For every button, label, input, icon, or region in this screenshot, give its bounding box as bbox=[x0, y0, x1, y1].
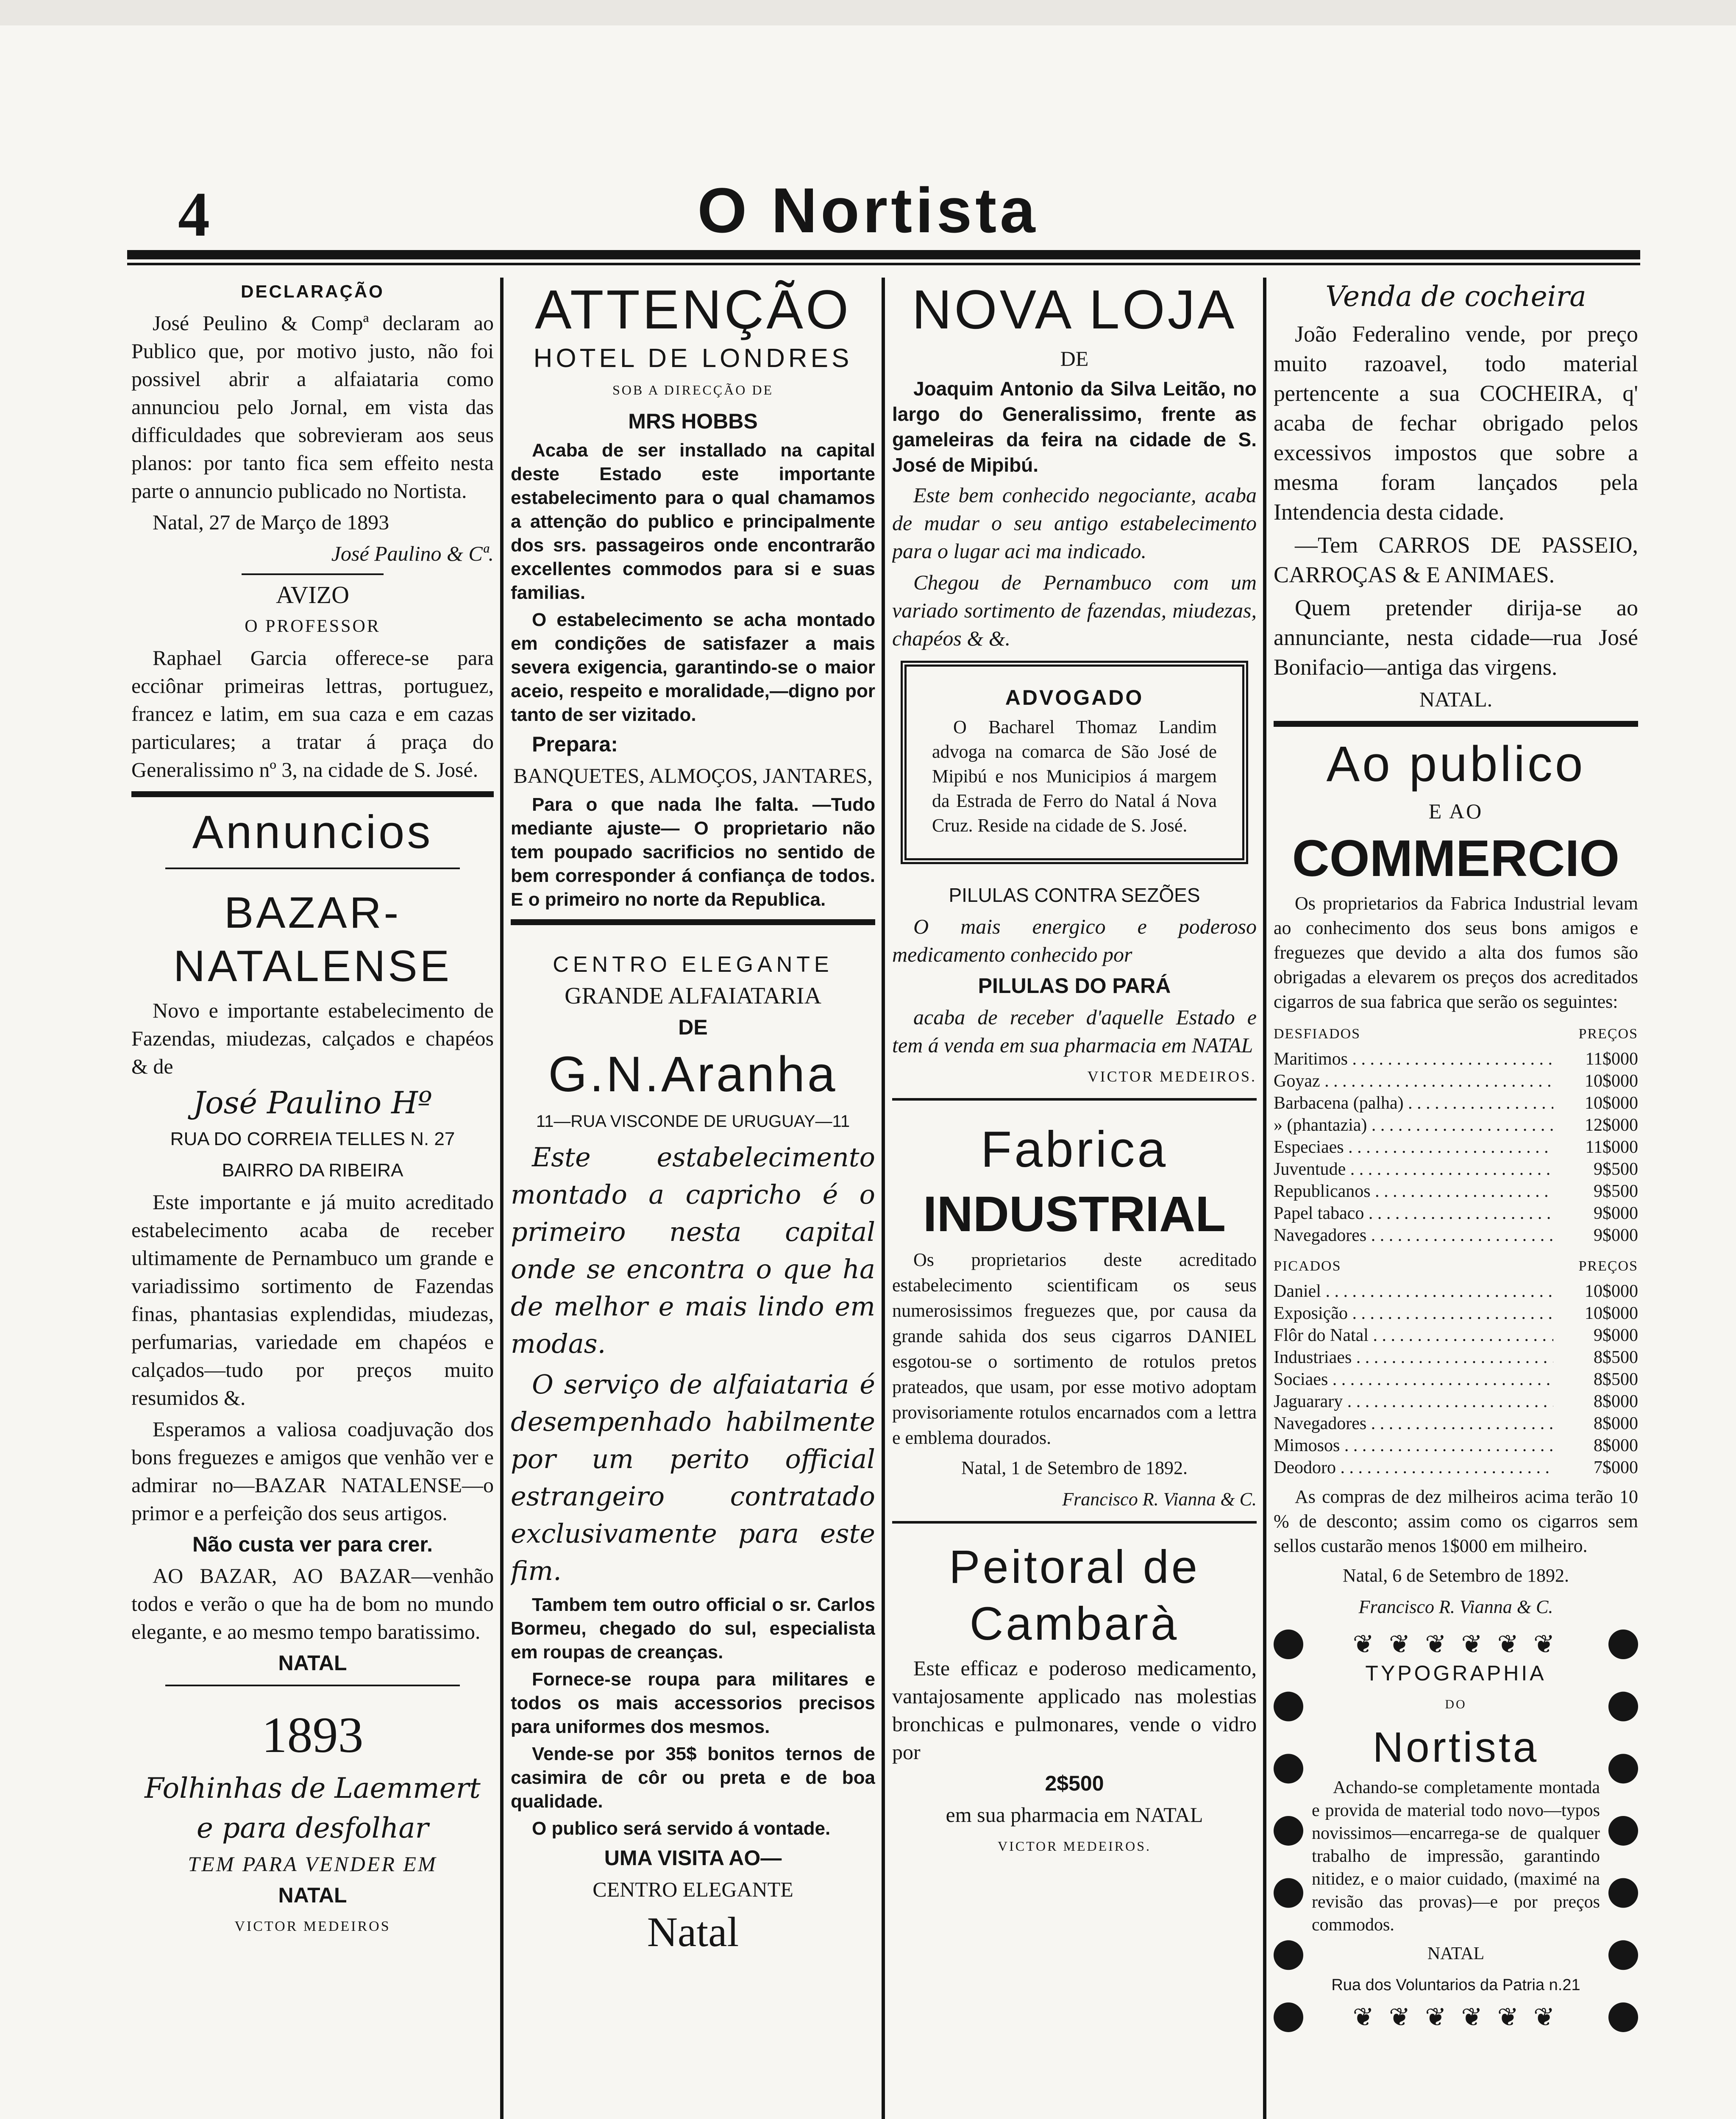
typographia-frame bbox=[1274, 1630, 1638, 2032]
price-row-value: 9$000 bbox=[1594, 1226, 1638, 1245]
column-4 bbox=[1274, 278, 1638, 2119]
fabrica-text: Os proprietarios deste acreditado estabelecimento scientificam os seus numerosissimos freguezes que, por causa da grande sahida dos seus cigarros DANIEL esgotou-se o sortimento de rotulos pretos prateados, que usam, por esse motivo adoptam provisoriamente rotulos encarnados com a lettra e emblema dourados. bbox=[892, 1249, 1257, 1448]
price-row-name: Juventude . . . bbox=[1274, 1158, 1553, 1180]
price-row bbox=[1274, 1180, 1638, 1202]
fabrica-industrial: INDUSTRIAL bbox=[923, 1186, 1226, 1242]
price-row bbox=[1274, 1202, 1638, 1224]
price-row-value: 8$000 bbox=[1594, 1414, 1638, 1433]
nova-loja-text-1: Este bem conhecido negociante, acaba de mudar o seu antigo estabelecimento para o lugar aci ma indicado. bbox=[892, 483, 1257, 563]
price-row-value: 10$000 bbox=[1585, 1093, 1638, 1113]
bazar-title: BAZAR-NATALENSE bbox=[173, 888, 452, 991]
price-row-value: 10$000 bbox=[1585, 1304, 1638, 1323]
avizo-text: Raphael Garcia offerece-se para ecciônar primeiras lettras, portuguez, francez e latim, em sua caza e em cazas particulares; a tratar á praça do Generalissimo nº 3, na cidade de S. José. bbox=[131, 646, 494, 781]
advogado-text: O Bacharel Thomaz Landim advoga na comarca de São José de Mipibú e nos Municipios á margem da Estrada de Ferro do Natal á Nova Cruz. Reside na cidade de S. José. bbox=[932, 717, 1217, 836]
price-row-name: Industriaes . . . bbox=[1274, 1346, 1553, 1368]
price-row bbox=[1274, 1324, 1638, 1346]
price-row bbox=[1274, 1158, 1638, 1180]
column-1 bbox=[131, 278, 494, 2119]
price-row bbox=[1274, 1457, 1638, 1479]
centro-elegante-script-1: Este estabelecimento montado a capricho é o primeiro nesta capital onde se encontra o que ha de melhor e mais lindo em modas. bbox=[511, 1142, 875, 1359]
desfiados-list bbox=[1274, 1048, 1638, 1246]
centro-elegante-address: 11—RUA VISCONDE DE URUGUAY—11 bbox=[536, 1112, 850, 1131]
desfiados-label: DESFIADOS bbox=[1274, 1026, 1361, 1042]
price-row bbox=[1274, 1435, 1638, 1457]
prices-label: PREÇOS bbox=[1578, 1258, 1638, 1274]
price-row-name: Navegadores . . . bbox=[1274, 1224, 1553, 1246]
fabrica-title: Fabrica bbox=[980, 1121, 1168, 1178]
price-row-name: Barbacena (palha) . . . bbox=[1274, 1092, 1553, 1114]
venda-cocheira-text: João Federalino vende, por preço muito razoavel, todo material pertencente a sua COCHEIRA, q' acaba de fechar obrigado pelos excessivos impostos que sobre a mesma foram lançados pela Intendencia desta cidade. bbox=[1274, 321, 1638, 525]
price-row bbox=[1274, 1136, 1638, 1158]
typographia-title: TYPOGRAPHIA bbox=[1365, 1661, 1547, 1685]
centro-elegante-de: DE bbox=[678, 1015, 708, 1039]
declaracao-title: DECLARAÇÃO bbox=[241, 281, 384, 301]
typographia-city: NATAL bbox=[1427, 1944, 1485, 1963]
hotel-direction: SOB A DIRECÇÃO DE bbox=[612, 382, 774, 398]
price-row-name: Exposição . . . bbox=[1274, 1302, 1553, 1324]
price-row bbox=[1274, 1092, 1638, 1114]
advogado-title: ADVOGADO bbox=[1005, 686, 1144, 709]
folhinhas-subtitle: e para desfolhar bbox=[196, 1812, 429, 1844]
avizo-title: AVIZO bbox=[276, 581, 349, 609]
column-2 bbox=[511, 278, 875, 2119]
price-row-name: Jaguarary . . . bbox=[1274, 1390, 1553, 1413]
header-rule bbox=[127, 250, 1640, 259]
divider bbox=[165, 868, 460, 869]
price-row-value: 8$500 bbox=[1594, 1370, 1638, 1389]
peitoral-signature: VICTOR MEDEIROS. bbox=[997, 1838, 1152, 1854]
page-number: 4 bbox=[178, 179, 210, 250]
picados-header bbox=[1274, 1252, 1638, 1280]
annuncios-heading: Annuncios bbox=[192, 806, 433, 858]
divider bbox=[165, 1685, 460, 1686]
centro-elegante-visit: UMA VISITA AO— bbox=[604, 1846, 782, 1870]
folhinhas-title: Folhinhas de Laemmert bbox=[145, 1772, 481, 1805]
price-row bbox=[1274, 1114, 1638, 1136]
price-row bbox=[1274, 1070, 1638, 1092]
picados-list bbox=[1274, 1280, 1638, 1479]
price-row-name: Deodoro . . . bbox=[1274, 1457, 1553, 1479]
hotel-text-3: Para o que nada lhe falta. —Tudo mediante ajuste— O proprietario não tem poupado sacrificios no sentido de bem corresponder á confiança de todos. E o primeiro no norte da Republica. bbox=[511, 794, 875, 910]
section-rule bbox=[892, 1521, 1257, 1524]
price-row-value: 8$000 bbox=[1594, 1392, 1638, 1411]
centro-elegante-city: Natal bbox=[647, 1908, 739, 1955]
price-row-name: Sociaes . . . bbox=[1274, 1368, 1553, 1390]
header-rule-thin bbox=[127, 263, 1640, 265]
hotel-text-1: Acaba de ser installado na capital deste Estado este importante estabelecimento para o qual chamamos a attenção do publico e principalmente dos srs. passageiros onde encontrarão excellentes commodos para si e suas familias. bbox=[511, 440, 875, 603]
bazar-address: RUA DO CORREIA TELLES N. 27 bbox=[170, 1129, 455, 1149]
folhinhas-sale: TEM PARA VENDER EM bbox=[188, 1852, 437, 1876]
pilulas-signature: VICTOR MEDEIROS. bbox=[1087, 1068, 1257, 1085]
price-row-name: Mimosos . . . bbox=[1274, 1435, 1553, 1457]
centro-elegante-name: G.N.Aranha bbox=[548, 1046, 838, 1102]
price-row bbox=[1274, 1413, 1638, 1435]
ao-publico-signature: Francisco R. Vianna & C. bbox=[1358, 1596, 1553, 1617]
price-row bbox=[1274, 1346, 1638, 1368]
prices-label: PREÇOS bbox=[1578, 1026, 1638, 1042]
declaracao-date: Natal, 27 de Março de 1893 bbox=[153, 510, 389, 534]
peitoral-city: em sua pharmacia em NATAL bbox=[946, 1803, 1203, 1827]
nova-loja-text-2: Chegou de Pernambuco com um variado sortimento de fazendas, miudezas, chapéos & &. bbox=[892, 570, 1257, 650]
bazar-city: NATAL bbox=[278, 1651, 347, 1675]
ornament-border-icon: ❦ ❦ ❦ ❦ ❦ ❦ bbox=[1352, 1630, 1559, 1658]
ao-publico-commercio: COMMERCIO bbox=[1292, 829, 1620, 887]
bazar-intro: Novo e importante estabelecimento de Fazendas, miudezas, calçados e chapéos & de bbox=[131, 998, 494, 1078]
price-row-value: 11$000 bbox=[1585, 1137, 1638, 1157]
centro-elegante-text-4: O publico será servido á vontade. bbox=[532, 1818, 831, 1839]
fabrica-date: Natal, 1 de Setembro de 1892. bbox=[961, 1457, 1188, 1478]
bazar-text-2: Esperamos a valiosa coadjuvação dos bons freguezes e amigos que venhão ver e admirar no—BAZAR NATALENSE—o primor e a perfeição dos seus artigos. bbox=[131, 1417, 494, 1525]
divider bbox=[242, 573, 384, 575]
price-row-name: Navegadores . . . bbox=[1274, 1413, 1553, 1435]
price-row-value: 12$000 bbox=[1585, 1115, 1638, 1135]
price-row-name: Daniel . . . bbox=[1274, 1280, 1553, 1302]
nova-loja-owner: Joaquim Antonio da Silva Leitão, no largo do Generalissimo, frente as gameleiras da feira na cidade de S. José de Mipibú. bbox=[892, 378, 1257, 476]
ao-publico-date: Natal, 6 de Setembro de 1892. bbox=[1343, 1565, 1569, 1586]
declaracao-signature: José Paulino & Cª. bbox=[331, 542, 494, 565]
price-row-value: 9$500 bbox=[1594, 1182, 1638, 1201]
year-heading: 1893 bbox=[262, 1707, 364, 1763]
pilulas-name: PILULAS DO PARÁ bbox=[978, 974, 1171, 998]
hotel-menu: BANQUETES, ALMOÇOS, JANTARES, bbox=[513, 764, 873, 787]
price-row-value: 9$500 bbox=[1594, 1160, 1638, 1179]
price-row-value: 10$000 bbox=[1585, 1282, 1638, 1301]
price-row-value: 10$000 bbox=[1585, 1071, 1638, 1091]
avizo-subtitle: O PROFESSOR bbox=[245, 617, 381, 636]
nova-loja-title: NOVA LOJA bbox=[912, 278, 1237, 340]
price-row-name: Maritimos . . . bbox=[1274, 1048, 1553, 1070]
price-row-value: 9$000 bbox=[1594, 1204, 1638, 1223]
scan-edge-top bbox=[0, 0, 1736, 25]
price-row-name: Republicanos . . . bbox=[1274, 1180, 1553, 1202]
ao-publico-title: Ao publico bbox=[1326, 736, 1586, 792]
price-row bbox=[1274, 1390, 1638, 1413]
price-row bbox=[1274, 1368, 1638, 1390]
price-row-value: 9$000 bbox=[1594, 1326, 1638, 1345]
column-rule bbox=[882, 278, 885, 2119]
venda-cocheira-contact: Quem pretender dirija-se ao annunciante, nesta cidade—rua José Bonifacio—antiga das virgens. bbox=[1274, 595, 1638, 680]
price-row bbox=[1274, 1048, 1638, 1070]
bazar-text-3: AO BAZAR, AO BAZAR—venhão todos e verão o que ha de bom no mundo elegante, e ao mesmo tempo baratissimo. bbox=[131, 1564, 494, 1643]
bazar-slogan: Não custa ver para crer. bbox=[192, 1532, 433, 1556]
centro-elegante-text-1: Tambem tem outro official o sr. Carlos Bormeu, chegado do sul, especialista em roupas de creanças. bbox=[511, 1594, 875, 1663]
venda-cocheira-city: NATAL. bbox=[1419, 687, 1493, 711]
folhinhas-signature: VICTOR MEDEIROS bbox=[234, 1919, 391, 1934]
price-row-value: 8$500 bbox=[1594, 1348, 1638, 1367]
centro-elegante-text-3: Vende-se por 35$ bonitos ternos de casimira de côr ou preta e de boa qualidade. bbox=[511, 1744, 875, 1812]
ao-publico-e-ao: E AO bbox=[1428, 799, 1483, 823]
section-rule bbox=[511, 919, 875, 925]
column-rule bbox=[1263, 278, 1266, 2119]
bazar-owner: José Paulino Hº bbox=[193, 1085, 432, 1121]
price-row bbox=[1274, 1224, 1638, 1246]
section-rule bbox=[892, 1098, 1257, 1101]
hotel-text-2: O estabelecimento se acha montado em condições de satisfazer a mais severa exigencia, garantindo-se o maior aceio, respeito e moralidade,—digno por tanto de ser vizitado. bbox=[511, 609, 875, 725]
centro-elegante-script-2: O serviço de alfaiataria é desempenhado habilmente por um perito official estrangeiro contratado exclusivamente para este fim. bbox=[511, 1369, 875, 1586]
masthead: O Nortista bbox=[697, 175, 1039, 246]
desfiados-header bbox=[1274, 1020, 1638, 1048]
typographia-text: Achando-se completamente montada e provida de material todo novo—typos novissimos—encarrega-se de qualquer trabalho de impressão, garantindo nitidez, e o maior cuidado, (maximé na revisão das provas)—e por preços commodos. bbox=[1312, 1778, 1600, 1935]
ao-publico-text: Os proprietarios da Fabrica Industrial levam ao conhecimento dos seus bons amigos e freguezes que devido a alta dos fumos são obrigadas a elevarem os preços dos acreditados cigarros de sua fabrica que serão os seguintes: bbox=[1274, 893, 1638, 1012]
venda-cocheira-items: —Tem CARROS DE PASSEIO, CARROÇAS & E ANIMAES. bbox=[1274, 532, 1638, 587]
bazar-district: BAIRRO DA RIBEIRA bbox=[222, 1160, 403, 1181]
price-row-name: Goyaz . . . bbox=[1274, 1070, 1553, 1092]
column-3 bbox=[892, 278, 1257, 2119]
nova-loja-de: DE bbox=[1060, 347, 1089, 370]
peitoral-title-1: Peitoral de bbox=[949, 1541, 1200, 1593]
price-row bbox=[1274, 1280, 1638, 1302]
declaracao-text: José Peulino & Compª declaram ao Publico que, por motivo justo, não foi possivel abrir a alfaiataria como annunciou pelo Jornal, em vista das difficuldades que sobrevieram aos seus planos: por tanto fica sem effeito nesta parte o annuncio publicado no Nortista. bbox=[131, 311, 494, 503]
centro-elegante-text-2: Fornece-se roupa para militares e todos os mais accessorios precisos para uniformes dos mesmos. bbox=[511, 1669, 875, 1737]
ornament-border-icon: ❦ ❦ ❦ ❦ ❦ ❦ bbox=[1352, 2003, 1559, 2031]
hotel-name: HOTEL DE LONDRES bbox=[533, 344, 853, 373]
pilulas-text-2: acaba de receber d'aquelle Estado e tem á venda em sua pharmacia em NATAL bbox=[892, 1005, 1257, 1057]
centro-elegante-visit-2: CENTRO ELEGANTE bbox=[593, 1877, 793, 1901]
section-rule bbox=[131, 791, 494, 797]
picados-label: PICADOS bbox=[1274, 1258, 1341, 1274]
section-rule bbox=[1274, 721, 1638, 727]
peitoral-title-2: Cambarà bbox=[969, 1598, 1180, 1650]
price-row-name: Flôr do Natal . . . bbox=[1274, 1324, 1553, 1346]
attencao-title: ATTENÇÃO bbox=[534, 278, 851, 340]
typographia-do: DO bbox=[1445, 1697, 1467, 1711]
price-row-name: Papel tabaco . . . bbox=[1274, 1202, 1553, 1224]
fabrica-signature: Francisco R. Vianna & C. bbox=[1062, 1489, 1257, 1510]
centro-elegante-title: CENTRO ELEGANTE bbox=[553, 952, 833, 977]
hotel-prepara: Prepara: bbox=[532, 732, 618, 756]
bazar-text-1: Este importante e já muito acreditado estabelecimento acaba de receber ultimamente de Pernambuco um grande e variadissimo sortimento de Fazendas finas, phantasias explendidas, miudezas, perfumarias, variedade em chapéos e calçados—tudo por preços muito resumidos &. bbox=[131, 1190, 494, 1410]
typographia-name: Nortista bbox=[1372, 1724, 1539, 1771]
price-row-value: 11$000 bbox=[1585, 1049, 1638, 1069]
ao-publico-note: As compras de dez milheiros acima terão 10 % de desconto; assim como os cigarros sem sellos custarão menos 1$000 em milheiro. bbox=[1274, 1486, 1638, 1556]
hotel-manager: MRS HOBBS bbox=[628, 409, 758, 433]
folhinhas-city: NATAL bbox=[278, 1883, 347, 1907]
advogado-box bbox=[901, 661, 1248, 864]
price-row-name: Especiaes . . . bbox=[1274, 1136, 1553, 1158]
column-rule bbox=[500, 278, 504, 2119]
price-row-value: 8$000 bbox=[1594, 1436, 1638, 1455]
peitoral-text: Este efficaz e poderoso medicamento, vantajosamente applicado nas molestias bronchicas e pulmonares, vende o vidro por bbox=[892, 1656, 1257, 1764]
price-row bbox=[1274, 1302, 1638, 1324]
pilulas-title: PILULAS CONTRA SEZÕES bbox=[949, 884, 1200, 906]
price-row-name: » (phantazia) . . . bbox=[1274, 1114, 1553, 1136]
peitoral-price: 2$500 bbox=[1045, 1771, 1104, 1795]
venda-cocheira-title: Venda de cocheira bbox=[1325, 280, 1586, 313]
price-row-value: 7$000 bbox=[1594, 1458, 1638, 1477]
typographia-address: Rua dos Voluntarios da Patria n.21 bbox=[1331, 1976, 1580, 1994]
pilulas-text-1: O mais energico e poderoso medicamento conhecido por bbox=[892, 915, 1257, 966]
centro-elegante-subtitle: GRANDE ALFAIATARIA bbox=[565, 983, 821, 1009]
